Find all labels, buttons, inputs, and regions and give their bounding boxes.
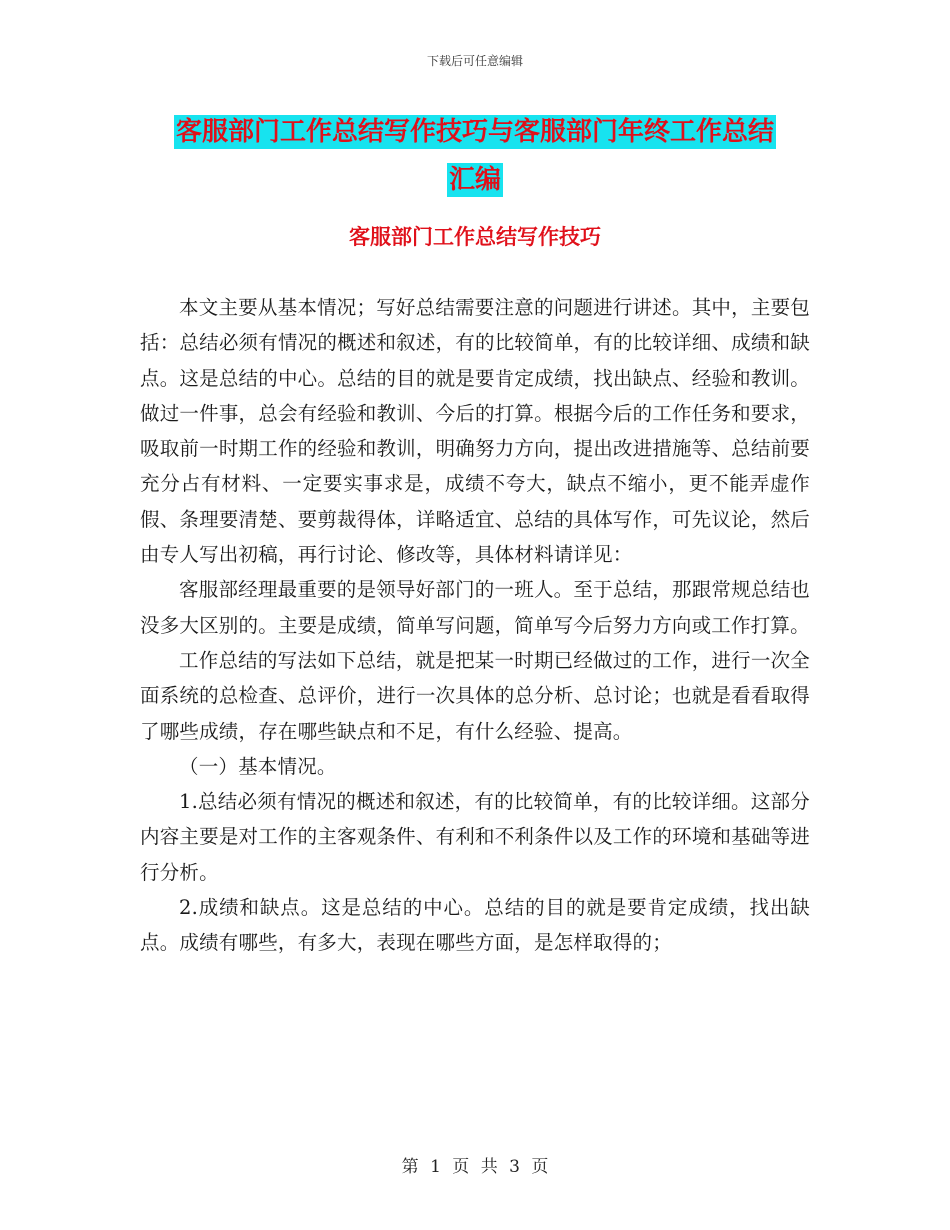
section-title: 客服部门工作总结写作技巧 bbox=[349, 225, 601, 249]
paragraph: 2.成绩和缺点。这是总结的中心。总结的目的就是要肯定成绩，找出缺点。成绩有哪些，有多大，表现在哪些方面，是怎样取得的； bbox=[140, 896, 810, 955]
paragraph: 客服部经理最重要的是领导好部门的一班人。至于总结，那跟常规总结也没多大区别的。主要是成绩，简单写问题，简单写今后努力方向或工作打算。 bbox=[140, 578, 810, 637]
page-header-note: 下载后可任意编辑 bbox=[426, 54, 523, 68]
paragraph: 1.总结必须有情况的概述和叙述，有的比较简单，有的比较详细。这部分内容主要是对工作的主客观条件、有利和不利条件以及工作的环境和基础等进行分析。 bbox=[140, 790, 810, 884]
document-title-line2: 汇编 bbox=[448, 165, 501, 195]
document-body bbox=[140, 290, 810, 961]
paragraph: 本文主要从基本情况；写好总结需要注意的问题进行讲述。其中，主要包括：总结必须有情况的概述和叙述，有的比较简单，有的比较详细、成绩和缺点。这是总结的中心。总结的目的就是要肯定成绩，找出缺点、经验和教训。做过一件事，总会有经验和教训、今后的打算。根据今后的工作任务和要求，吸取前一时期工作的经验和教训，明确努力方向，提出改进措施等、总结前要充分占有材料、一定要实事求是，成绩不夸大，缺点不缩小，更不能弄虚作假、条理要清楚、要剪裁得体，详略适宜、总结的具体写作，可先议论，然后由专人写出初稿，再行讨论、修改等，具体材料请详见： bbox=[140, 296, 810, 567]
page-number-footer: 第 1 页 共 3 页 bbox=[401, 1157, 549, 1177]
paragraph: （一）基本情况。 bbox=[179, 754, 337, 778]
paragraph: 工作总结的写法如下总结，就是把某一时期已经做过的工作，进行一次全面系统的总检查、总评价，进行一次具体的总分析、总讨论；也就是看看取得了哪些成绩，存在哪些缺点和不足，有什么经验、提高。 bbox=[140, 648, 810, 743]
document-title bbox=[140, 108, 810, 204]
document-title-line1: 客服部门工作总结写作技巧与客服部门年终工作总结 bbox=[175, 117, 774, 147]
